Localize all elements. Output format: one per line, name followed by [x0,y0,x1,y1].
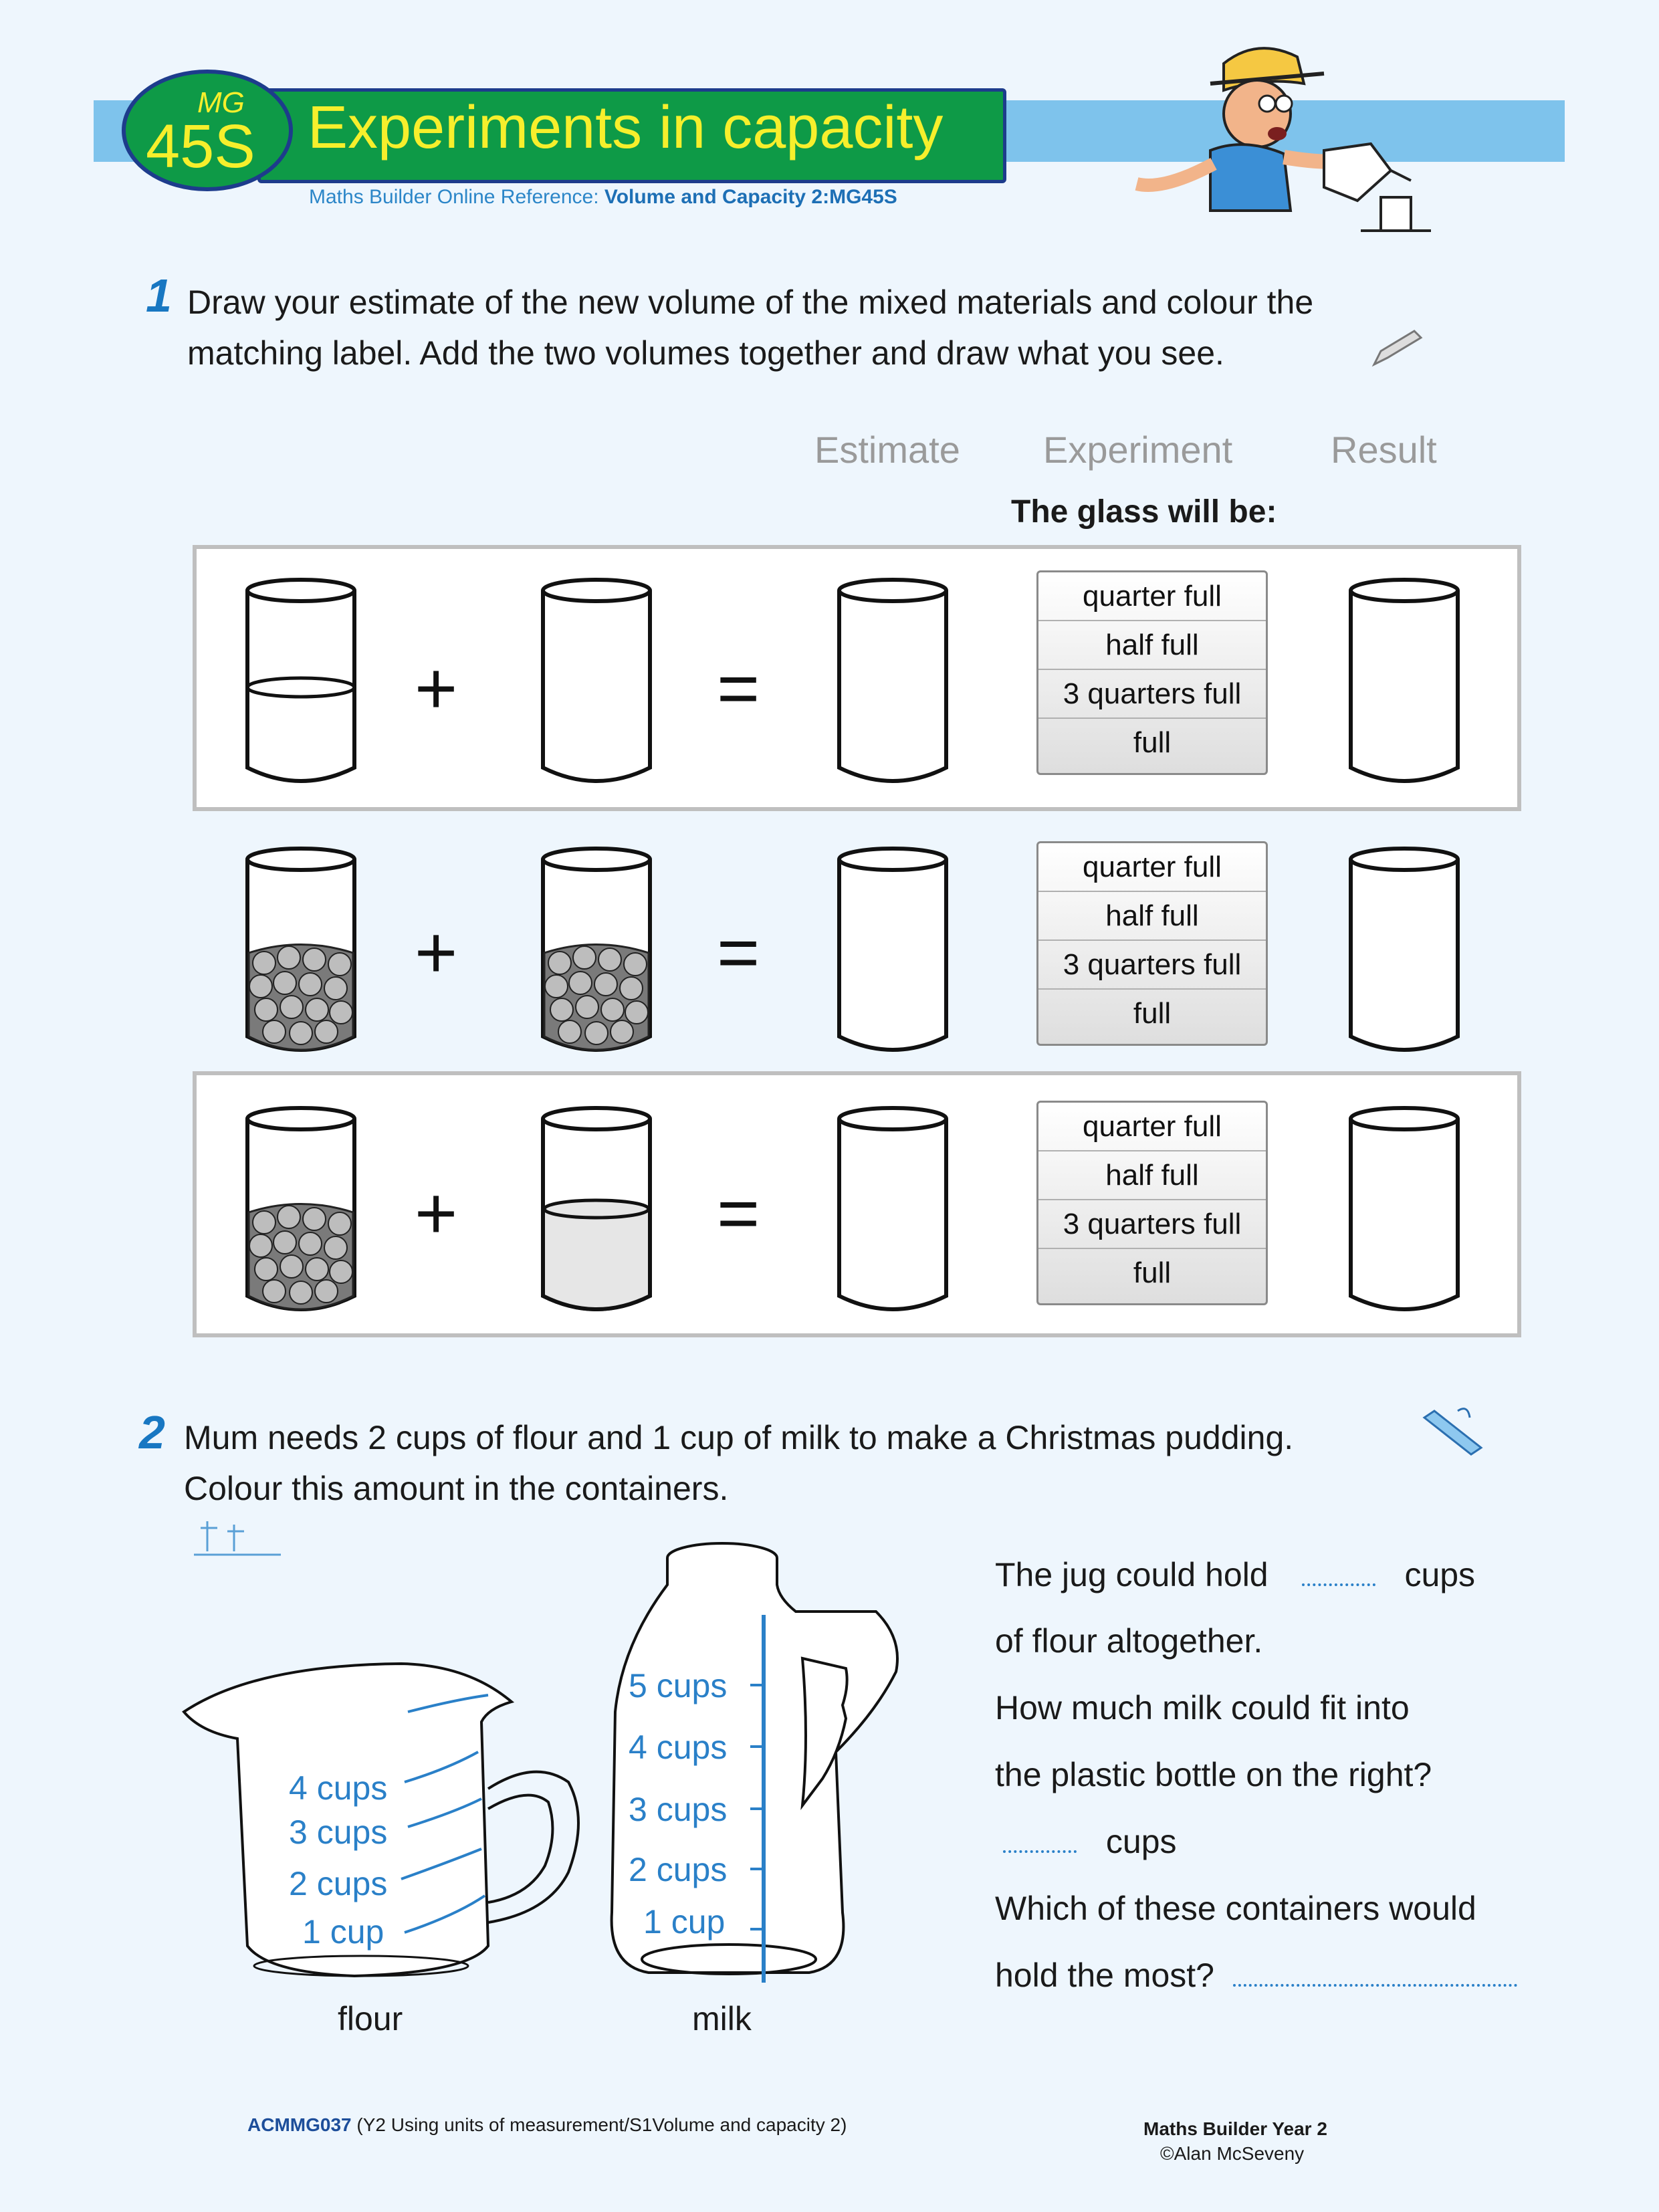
estimate-glass-icon[interactable] [833,1102,953,1316]
ref-label: Maths Builder Online Reference: [309,186,599,208]
result-glass-icon[interactable] [1344,1102,1464,1316]
bottle-mark-5-cups: 5 cups [629,1667,728,1704]
bottle-mark-2-cups: 2 cups [629,1851,728,1888]
question-2-number: 2 [139,1406,165,1458]
page-title: Experiments in capacity [308,94,944,161]
label-quarter-full[interactable]: quarter full [1038,572,1266,621]
label-half-full[interactable]: half full [1038,621,1266,670]
bottle-mark-4-cups: 4 cups [629,1729,728,1766]
equals-sign: = [717,647,760,730]
sketch-doodle-icon [187,1515,288,1561]
jug-mark-1-cup: 1 cup [302,1913,384,1951]
estimate-glass-icon[interactable] [833,574,953,788]
footer-code: ACMMG037 [247,2114,352,2135]
label-half-full[interactable]: half full [1038,892,1266,941]
plus-sign: + [415,1172,458,1254]
result-glass-icon[interactable] [1344,843,1464,1057]
question-2-line-2: Colour this amount in the containers. [184,1470,729,1507]
bottle-answer-line [1003,1822,1177,1861]
footer-book: Maths Builder Year 2 [1143,2118,1327,2139]
online-reference [309,186,897,209]
boy-pouring-illustration-icon [1123,37,1444,237]
label-full[interactable]: full [1133,997,1172,1030]
most-answer-field[interactable] [1233,1984,1517,1987]
glass-will-be-heading: The glass will be: [1011,494,1277,530]
milk-caption: milk [692,2000,752,2037]
footer-curriculum [247,2114,847,2136]
jug-cups-answer-field[interactable] [1302,1583,1375,1586]
column-experiment: Experiment [1043,429,1233,471]
glass-marbles-icon [241,1102,361,1316]
glass-liquid-half-icon [536,1102,657,1316]
question-1-text [187,277,1313,378]
question-1-line-2: matching label. Add the two volumes together and draw what you see. [187,334,1224,372]
most-question-part-b: hold the most? [995,1957,1214,1994]
glass-marbles-icon [241,843,361,1057]
ref-value: Volume and Capacity 2:MG45S [604,186,897,208]
label-3-quarters-full[interactable]: 3 quarters full [1038,941,1266,990]
glass-empty-icon [536,574,657,788]
glass-marbles-icon [536,843,657,1057]
glass-water-half-icon [241,574,361,788]
bottle-mark-3-cups: 3 cups [629,1791,728,1828]
jug-mark-4-cups: 4 cups [289,1769,388,1807]
most-question-line-2 [995,1956,1517,1995]
label-quarter-full[interactable]: quarter full [1038,1103,1266,1151]
plus-sign: + [415,647,458,730]
question-2-line-1: Mum needs 2 cups of flour and 1 cup of milk to make a Christmas pudding. [184,1419,1294,1456]
estimate-glass-icon[interactable] [833,843,953,1057]
question-1-line-1: Draw your estimate of the new volume of the mixed materials and colour the [187,284,1314,321]
footer-copyright: ©Alan McSeveny [1160,2143,1305,2164]
jug-mark-3-cups: 3 cups [289,1813,388,1851]
label-full[interactable]: full [1133,726,1172,759]
bottle-question-line-2: the plastic bottle on the right? [995,1756,1432,1793]
jug-question-line-1 [995,1555,1475,1594]
volume-labels-row-2 [1036,841,1268,1046]
label-3-quarters-full[interactable]: 3 quarters full [1038,670,1266,719]
plus-sign: + [415,911,458,994]
most-question-line-1: Which of these containers would [995,1890,1476,1927]
column-result: Result [1331,429,1437,471]
jug-question-part-b: cups [1404,1556,1476,1593]
question-2-text [184,1412,1293,1514]
flour-caption: flour [338,2000,403,2037]
jug-question-line-2: of flour altogether. [995,1622,1263,1660]
pencil-icon [1371,328,1424,368]
question-1-number: 1 [146,269,172,322]
column-estimate: Estimate [814,429,960,471]
equals-sign: = [717,911,760,994]
footer-desc: (Y2 Using units of measurement/S1Volume and capacity 2) [356,2114,847,2135]
crayon-icon [1418,1404,1491,1464]
badge-top: MG [197,86,245,119]
bottle-mark-1-cup: 1 cup [643,1903,726,1941]
volume-labels-row-3 [1036,1101,1268,1305]
equals-sign: = [717,1172,760,1254]
label-quarter-full[interactable]: quarter full [1038,843,1266,892]
mg-badge-icon [120,67,294,194]
bottle-question-part-c: cups [1105,1823,1177,1860]
label-full[interactable]: full [1133,1256,1172,1289]
label-3-quarters-full[interactable]: 3 quarters full [1038,1200,1266,1249]
bottle-cups-answer-field[interactable] [1003,1850,1077,1853]
bottle-question-line-1: How much milk could fit into [995,1689,1410,1727]
jug-mark-2-cups: 2 cups [289,1865,388,1902]
jug-question-part-a: The jug could hold [995,1556,1268,1593]
volume-labels-row-1 [1036,570,1268,775]
badge-code: 45S [146,112,255,181]
label-half-full[interactable]: half full [1038,1151,1266,1200]
result-glass-icon[interactable] [1344,574,1464,788]
